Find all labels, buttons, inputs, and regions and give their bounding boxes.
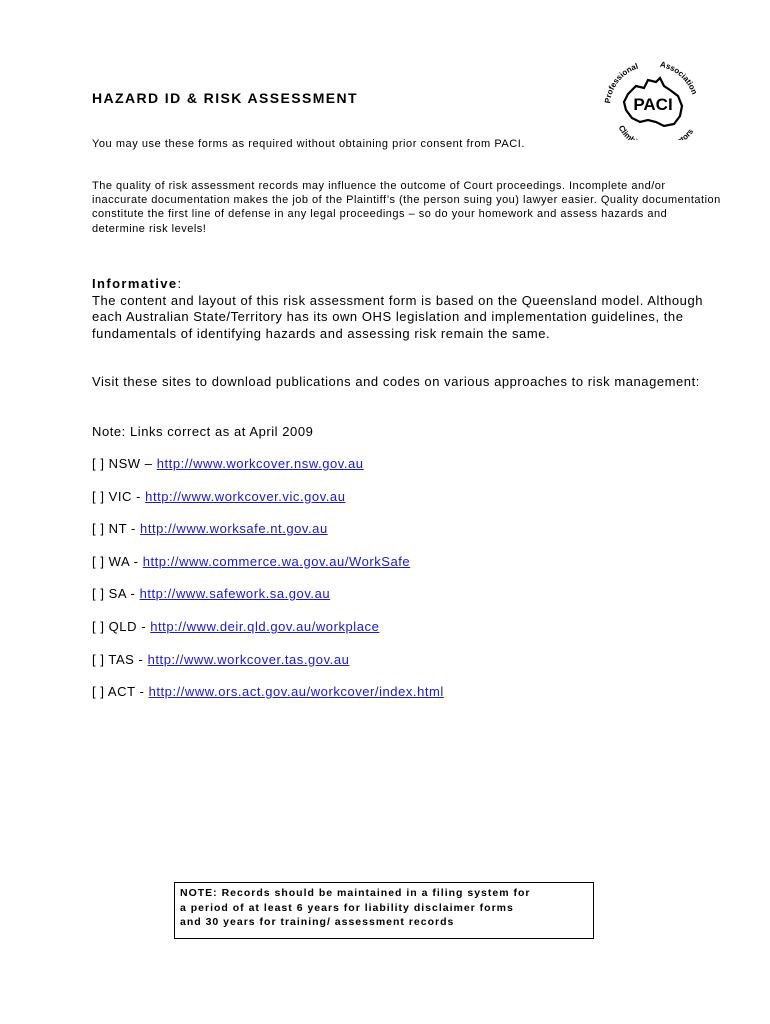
link-wa[interactable]: http://www.commerce.wa.gov.au/WorkSafe [142, 553, 411, 569]
visit-paragraph: Visit these sites to download publications and codes on various approaches to risk management: [92, 374, 700, 389]
link-checkbox-label[interactable]: [ ] SA - [92, 586, 140, 602]
link-item-wa [92, 554, 444, 587]
link-qld[interactable]: http://www.deir.qld.gov.au/workplace [150, 618, 380, 634]
logo-ring-instructors: tors [678, 127, 696, 140]
logo-text: PACI [633, 95, 673, 114]
link-checkbox-label[interactable]: [ ] ACT - [92, 684, 149, 700]
link-item-nt [92, 521, 444, 554]
records-note-line: a period of at least 6 years for liability disclaimer forms [180, 901, 514, 914]
link-nt[interactable]: http://www.worksafe.nt.gov.au [140, 521, 328, 537]
informative-colon: : [177, 276, 182, 291]
link-item-qld [92, 619, 444, 652]
links-date-note: Note: Links correct as at April 2009 [92, 424, 314, 439]
link-checkbox-label[interactable]: [ ] QLD - [92, 618, 151, 634]
intro-text: You may use these forms as required without obtaining prior consent from PACI. [92, 138, 525, 150]
link-checkbox-label[interactable]: [ ] WA - [92, 553, 143, 569]
quality-paragraph: The quality of risk assessment records may influence the outcome of Court proceedings. Incomplete and/or inaccurate documentation makes the job of the Plaintiff’s (the person suing you) lawyer easier. Quality documentation constitute the first line of defense in any legal proceedings – so do your homework and assess hazards and determine risk levels! [92, 180, 721, 235]
records-note-line: NOTE: Records should be maintained in a filing system for [180, 887, 531, 899]
link-item-act [92, 684, 444, 717]
link-nsw[interactable]: http://www.workcover.nsw.gov.au [156, 456, 364, 471]
informative-section [92, 276, 732, 342]
link-act[interactable]: http://www.ors.act.gov.au/workcover/index.html [148, 684, 444, 700]
link-tas[interactable]: http://www.workcover.tas.gov.au [147, 651, 350, 667]
link-checkbox-label[interactable]: [ ] TAS - [92, 651, 148, 667]
link-item-tas [92, 652, 444, 685]
logo-ring-association: Association [659, 59, 700, 96]
link-vic[interactable]: http://www.workcover.vic.gov.au [145, 488, 346, 504]
link-item-vic [92, 489, 444, 522]
informative-heading-line [92, 276, 732, 293]
link-item-nsw [92, 456, 444, 489]
page-title: HAZARD ID & RISK ASSESSMENT [92, 90, 358, 106]
link-checkbox-label[interactable]: [ ] VIC - [92, 488, 146, 504]
link-item-sa [92, 586, 444, 619]
svg-text:Climbing [617, 124, 647, 140]
link-checkbox-label[interactable]: [ ] NT - [92, 521, 141, 537]
informative-heading: Informative [92, 276, 178, 291]
svg-text:Instructors [657, 127, 695, 140]
paci-logo [598, 56, 708, 140]
records-note-line: and 30 years for training/ assessment records [180, 916, 455, 928]
logo-ring-professional: Professional [603, 61, 640, 104]
links-list [92, 456, 444, 717]
logo-ring-climbing: Climb [616, 123, 638, 140]
link-checkbox-label[interactable]: [ ] NSW – [92, 456, 157, 471]
informative-body: The content and layout of this risk assessment form is based on the Queensland model. Although each Australian State/Territory has its own OHS legislation and implementation guidelines, the fundamentals of identifying hazards and assessing risk remain the same. [92, 292, 704, 341]
records-note-box [174, 882, 594, 939]
link-sa[interactable]: http://www.safework.sa.gov.au [139, 586, 331, 602]
paci-logo-graphic [598, 56, 708, 140]
